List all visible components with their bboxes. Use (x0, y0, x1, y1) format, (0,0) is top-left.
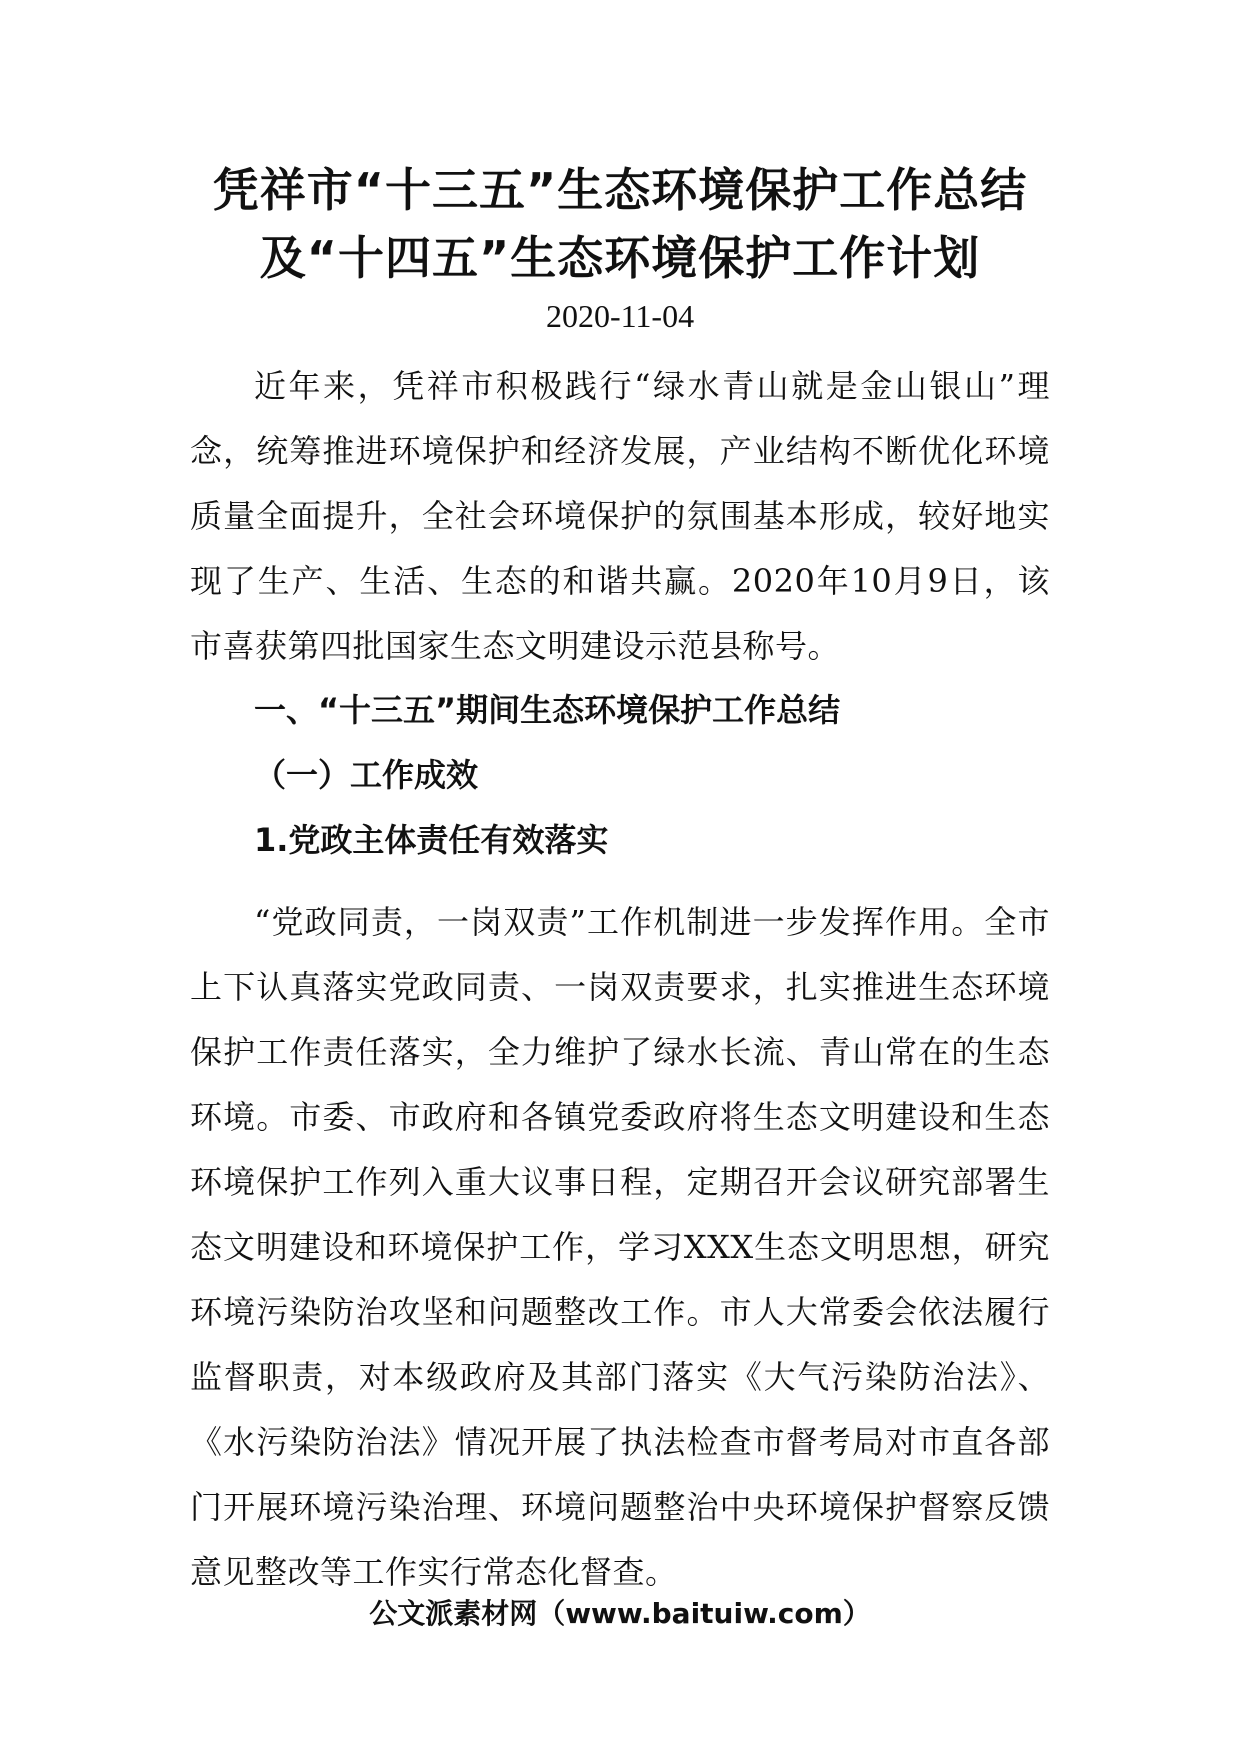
document-title-line2: 及“十四五”生态环境保护工作计划 (259, 231, 981, 285)
item-heading: 1.党政主体责任有效落实 (254, 821, 609, 859)
intro-paragraph: 近年来，凭祥市积极践行“绿水青山就是金山银山”理念，统筹推进环境保护和经济发展，产业结构不断优化环境质量全面提升，全社会环境保护的氛围基本形成，较好地实现了生产、生活、生态的和谐共赢。2020年10月9日，该市喜获第四批国家生态文明建设示范县称号。 (190, 367, 1050, 665)
document-title-line1: 凭祥市“十三五”生态环境保护工作总结 (212, 163, 1028, 217)
subsection-heading: （一）工作成效 (254, 756, 479, 794)
item-paragraph: “党政同责，一岗双责”工作机制进一步发挥作用。全市上下认真落实党政同责、一岗双责要求，扎实推进生态环境保护工作责任落实，全力维护了绿水长流、青山常在的生态环境。市委、市政府和各镇党委政府将生态文明建设和生态环境保护工作列入重大议事日程，定期召开会议研究部署生态文明建设和环境保护工作，学习XXX生态文明思想，研究环境污染防治攻坚和问题整改工作。市人大常委会依法履行监督职责，对本级政府及其部门落实《大气污染防治法》、《水污染防治法》情况开展了执法检查市督考局对市直各部门开展环境污染治理、环境问题整治中央环境保护督察反馈意见整改等工作实行常态化督查。 (190, 903, 1050, 1591)
section-heading: 一、“十三五”期间生态环境保护工作总结 (254, 691, 841, 729)
footer-watermark: 公文派素材网（www.baituiw.com） (369, 1597, 871, 1630)
document-page (190, 0, 1050, 1754)
document-date: 2020-11-04 (545, 298, 695, 334)
